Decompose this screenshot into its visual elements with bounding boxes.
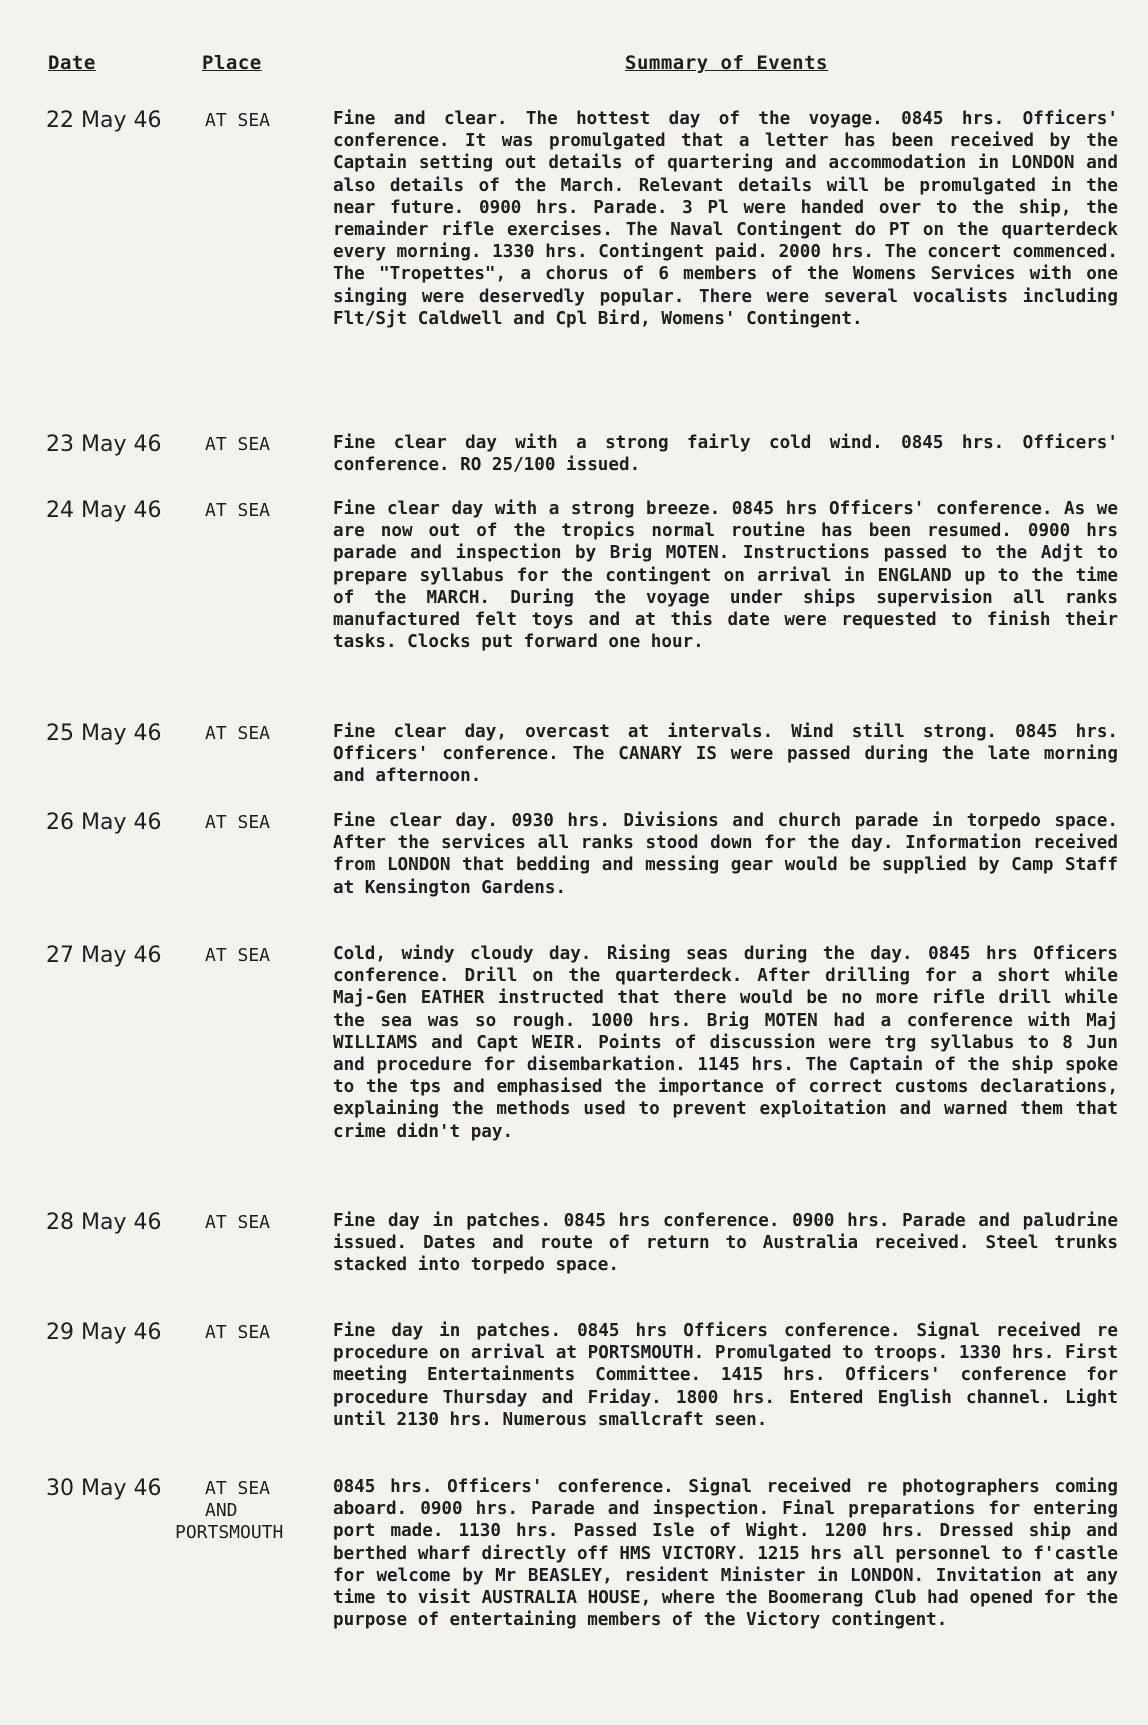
entry-date: 29 May 46 (46, 1320, 162, 1345)
place-line: AT SEA (205, 1322, 271, 1343)
place-line: AT SEA (205, 945, 271, 966)
place-line: PORTSMOUTH (175, 1522, 284, 1543)
entry-summary: Fine clear day. 0930 hrs. Divisions and church parade in torpedo space. After the services all ranks stood down for the day. Information received from LONDON that bedding and messing gear would be supplied by Camp Staff at Kensington Gardens. (333, 811, 1118, 898)
place-line: AT SEA (205, 723, 271, 744)
place-line: AT SEA (205, 110, 271, 131)
entry-summary: 0845 hrs. Officers' conference. Signal received re photographers coming aboard. 0900 hrs. Parade and inspection. Final preparations for entering port made. 1130 hrs. Passed Isle of Wight. 1200 hrs. Dressed ship and berthed wharf directly off HMS VICTORY. 1215 hrs all personnel to f'castle for welcome by Mr BEASLEY, resident Minister in LONDON. Invitation at any time to visit AUSTRALIA HOUSE, where the Boomerang Club had opened for the purpose of entertaining members of the Victory contingent. (333, 1477, 1118, 1631)
entry-place (205, 812, 270, 834)
header-place: Place (202, 52, 262, 74)
entry-summary: Fine day in patches. 0845 hrs conference. 0900 hrs. Parade and paludrine issued. Dates and route of return to Australia received. Steel trunks stacked into torpedo space. (333, 1211, 1118, 1276)
entry-place (205, 945, 270, 967)
entry-place (205, 434, 270, 456)
entry-date: 30 May 46 (46, 1476, 162, 1501)
entry-date: 23 May 46 (46, 432, 162, 457)
entry-summary: Cold, windy cloudy day. Rising seas during the day. 0845 hrs Officers conference. Drill on the quarterdeck. After drilling for a short while Maj-Gen EATHER instructed that there would be no more rifle drill while the sea was so rough. 1000 hrs. Brig MOTEN had a conference with Maj WILLIAMS and Capt WEIR. Points of discussion were trg syllabus to 8 Jun and procedure for disembarkation. 1145 hrs. The Captain of the ship spoke to the tps and emphasised the importance of correct customs declarations, explaining the methods used to prevent exploitation and warned them that crime didn't pay. (333, 944, 1118, 1142)
entry-summary: Fine clear day with a strong fairly cold wind. 0845 hrs. Officers' conference. RO 25/100 issued. (333, 433, 1118, 476)
place-line: AND (205, 1500, 238, 1521)
header-date: Date (48, 52, 96, 74)
entry-date: 27 May 46 (46, 943, 162, 968)
entry-place (205, 1322, 270, 1344)
place-line: AT SEA (205, 812, 271, 833)
entry-date: 28 May 46 (46, 1210, 162, 1235)
place-line: AT SEA (205, 434, 271, 455)
entry-date: 25 May 46 (46, 721, 162, 746)
entry-place (205, 1212, 270, 1234)
entry-summary: Fine day in patches. 0845 hrs Officers conference. Signal received re procedure on arrival at PORTSMOUTH. Promulgated to troops. 1330 hrs. First meeting Entertainments Committee. 1415 hrs. Officers' conference for procedure Thursday and Friday. 1800 hrs. Entered English channel. Light until 2130 hrs. Numerous smallcraft seen. (333, 1321, 1118, 1430)
header-summary: Summary of Events (625, 52, 828, 74)
place-line: AT SEA (205, 1212, 271, 1233)
place-line: AT SEA (205, 500, 271, 521)
place-line: AT SEA (205, 1478, 271, 1499)
entry-date: 24 May 46 (46, 498, 162, 523)
entry-place (175, 1478, 284, 1544)
entry-summary: Fine and clear. The hottest day of the voyage. 0845 hrs. Officers' conference. It was promulgated that a letter has been received by the Captain setting out details of quartering and accommodation in LONDON and also details of the March. Relevant details will be promulgated in the near future. 0900 hrs. Parade. 3 Pl were handed over to the ship, the remainder rifle exercises. The Naval Contingent do PT on the quarterdeck every morning. 1330 hrs. Contingent paid. 2000 hrs. The concert commenced. The "Tropettes", a chorus of 6 members of the Womens Services with one singing were deservedly popular. There were several vocalists including Flt/Sjt Caldwell and Cpl Bird, Womens' Contingent. (333, 109, 1118, 329)
entry-place (205, 110, 270, 132)
entry-summary: Fine clear day, overcast at intervals. Wind still strong. 0845 hrs. Officers' conference. The CANARY IS were passed during the late morning and afternoon. (333, 722, 1118, 787)
entry-place (205, 723, 270, 745)
entry-place (205, 500, 270, 522)
entry-date: 22 May 46 (46, 108, 162, 133)
entry-summary: Fine clear day with a strong breeze. 0845 hrs Officers' conference. As we are now out of the tropics normal routine has been resumed. 0900 hrs parade and inspection by Brig MOTEN. Instructions passed to the Adjt to prepare syllabus for the contingent on arrival in ENGLAND up to the time of the MARCH. During the voyage under ships supervision all ranks manufactured felt toys and at this date were requested to finish their tasks. Clocks put forward one hour. (333, 499, 1118, 653)
entry-date: 26 May 46 (46, 810, 162, 835)
